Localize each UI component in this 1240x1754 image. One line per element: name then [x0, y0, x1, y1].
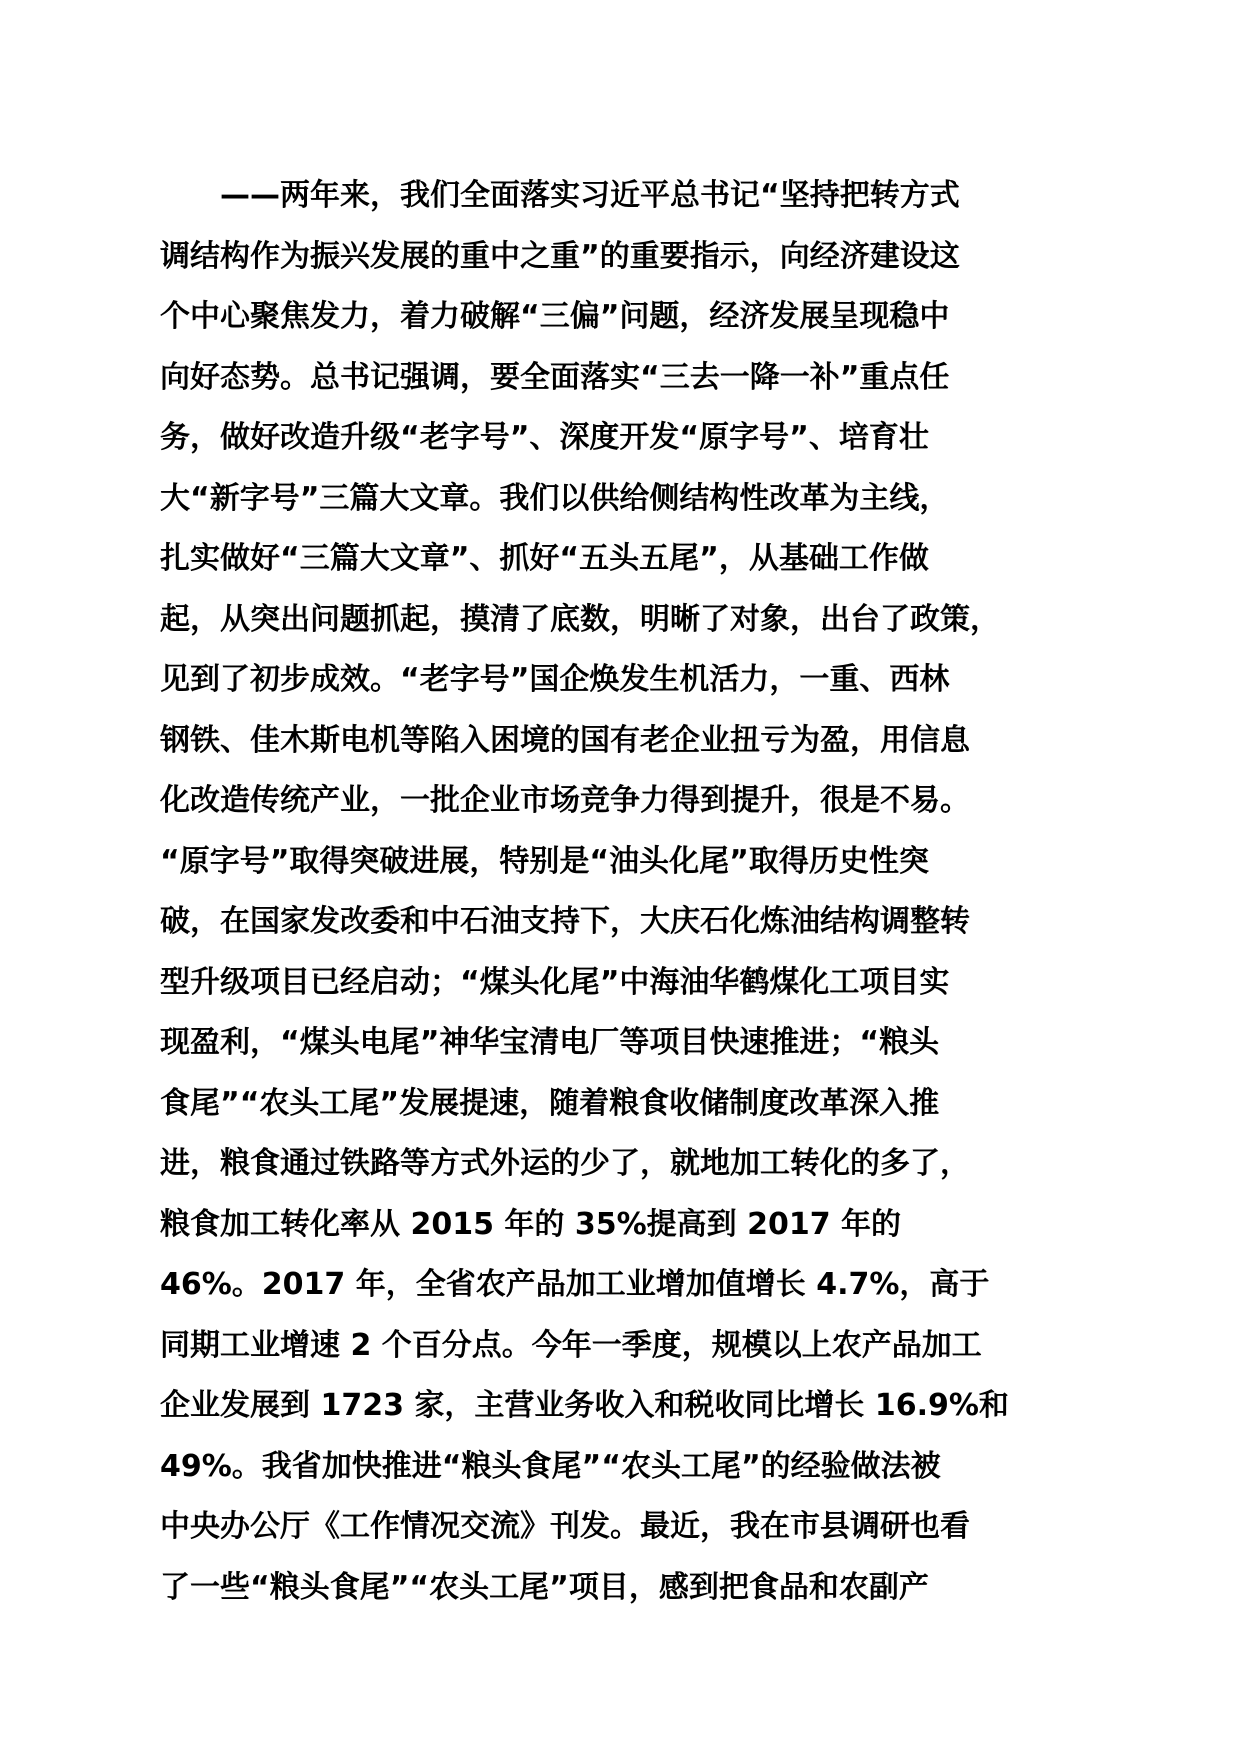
text-line: 破，在国家发改委和中石油支持下，大庆石化炼油结构调整转: [160, 904, 970, 939]
text-line: 见到了初步成效。“老字号”国企焕发生机活力，一重、西林: [160, 662, 950, 697]
text-line: 粮食加工转化率从 2015 年的 35%提高到 2017 年的: [160, 1206, 902, 1242]
text-line: 钢铁、佳木斯电机等陷入困境的国有老企业扭亏为盈，用信息: [160, 722, 970, 758]
text-line: 调结构作为振兴发展的重中之重”的重要指示，向经济建设这: [160, 238, 960, 274]
text-line: 46%。2017 年，全省农产品加工业增加值增长 4.7%，高于: [160, 1267, 990, 1302]
text-line: 食尾”“农头工尾”发展提速，随着粮食收储制度改革深入推: [160, 1085, 940, 1121]
body-paragraph: [160, 166, 1100, 1618]
text-line: 化改造传统产业，一批企业市场竞争力得到提升，很是不易。: [160, 783, 970, 818]
text-line: 大“新字号”三篇大文章。我们以供给侧结构性改革为主线，: [160, 480, 950, 516]
text-line: 49%。我省加快推进“粮头食尾”“农头工尾”的经验做法被: [160, 1448, 941, 1484]
text-line: 型升级项目已经启动；“煤头化尾”中海油华鹤煤化工项目实: [160, 964, 950, 1000]
text-line: 现盈利，“煤头电尾”神华宝清电厂等项目快速推进；“粮头: [160, 1025, 940, 1060]
text-line: ——两年来，我们全面落实习近平总书记“坚持把转方式: [160, 178, 960, 213]
text-line: 进，粮食通过铁路等方式外运的少了，就地加工转化的多了，: [160, 1146, 970, 1181]
text-line: 向好态势。总书记强调，要全面落实“三去一降一补”重点任: [160, 359, 950, 395]
text-line: “原字号”取得突破进展，特别是“油头化尾”取得历史性突: [160, 843, 929, 879]
text-line: 中央办公厅《工作情况交流》刊发。最近，我在市县调研也看: [160, 1509, 970, 1544]
text-line: 起，从突出问题抓起，摸清了底数，明晰了对象，出台了政策，: [160, 601, 1000, 637]
text-line: 同期工业增速 2 个百分点。今年一季度，规模以上农产品加工: [160, 1327, 982, 1363]
text-line: 企业发展到 1723 家，主营业务收入和税收同比增长 16.9%和: [160, 1388, 1009, 1423]
text-line: 了一些“粮头食尾”“农头工尾”项目，感到把食品和农副产: [160, 1569, 929, 1605]
text-line: 务，做好改造升级“老字号”、深度开发“原字号”、培育壮: [160, 420, 929, 455]
text-line: 扎实做好“三篇大文章”、抓好“五头五尾”，从基础工作做: [160, 541, 929, 576]
text-line: 个中心聚焦发力，着力破解“三偏”问题，经济发展呈现稳中: [160, 299, 950, 334]
